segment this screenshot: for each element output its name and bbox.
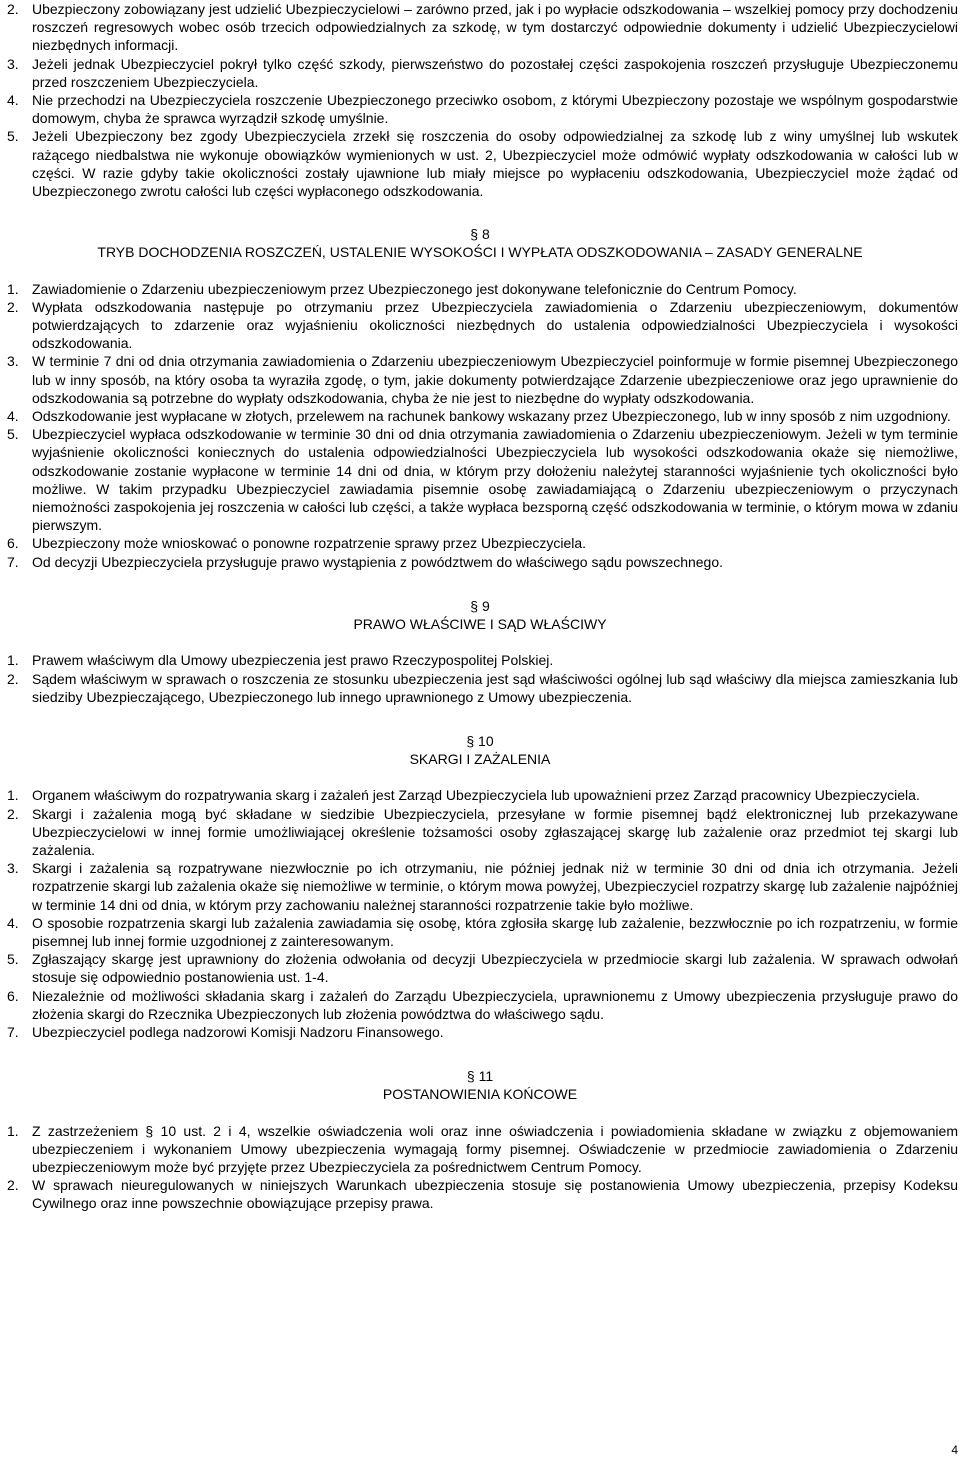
item-number: 1. — [7, 1122, 19, 1139]
section-title: TRYB DOCHODZENIA ROSZCZEŃ, USTALENIE WYSOKOŚCI I WYPŁATA ODSZKODOWANIA – ZASADY GENERALNE — [97, 244, 863, 261]
item-number: 2. — [7, 805, 19, 822]
list-item — [0, 280, 960, 298]
item-number: 4. — [7, 914, 19, 931]
list-item — [0, 127, 960, 200]
list-item — [0, 1122, 960, 1177]
item-number: 5. — [7, 951, 19, 968]
item-number: 2. — [7, 1, 19, 17]
item-number: 7. — [7, 1023, 19, 1040]
item-text: Sądem właściwym w sprawach o roszczenia ze stosunku ubezpieczenia jest sąd właściwości ogólnej lub sąd właściwy dla miejsca zamieszkania lub siedziby Ubezpieczającego, Ubezpieczonego lub innego uprawnionego z Umowy ubezpieczenia. — [32, 670, 958, 705]
list-item — [0, 950, 960, 986]
item-text: Ubezpieczony może wnioskować o ponowne rozpatrzenie sprawy przez Ubezpieczyciela. — [32, 535, 587, 552]
item-text: Z zastrzeżeniem § 10 ust. 2 i 4, wszelkie oświadczenia woli oraz inne oświadczenia i powiadomienia składane w związku z objemowaniem ubezpieczeniem i wykonaniem Umowy ubezpieczenia wymagają formy pisemnej. Oświadczenie w przedmiocie zawiadomienia o Zdarzeniu ubezpieczeniowym może być przyjęte przez Ubezpieczyciela za pośrednictwem Centrum Pomocy. — [32, 1122, 958, 1175]
item-text: Jeżeli jednak Ubezpieczyciel pokrył tylko część szkody, pierwszeństwo do pozostałej części zaspokojenia roszczeń przysługuje Ubezpieczonemu przed roszczeniem Ubezpieczyciela. — [32, 55, 958, 90]
section-8 — [0, 200, 960, 571]
list-item — [0, 1176, 960, 1212]
item-text: Ubezpieczyciel podlega nadzorowi Komisji Nadzoru Finansowego. — [32, 1023, 444, 1040]
page-number: 4 — [951, 1443, 958, 1457]
item-text: Odszkodowanie jest wypłacane w złotych, przelewem na rachunek bankowy wskazany przez Ubezpieczonego, lub w inny sposób z nim uzgodniony. — [32, 408, 951, 425]
item-text: Prawem właściwym dla Umowy ubezpieczenia jest prawo Rzeczypospolitej Polskiej. — [32, 652, 554, 669]
section-11-list — [0, 1122, 960, 1213]
item-number: 3. — [7, 55, 19, 72]
item-number: 3. — [7, 353, 19, 370]
list-item — [0, 786, 960, 804]
item-number: 4. — [7, 408, 19, 425]
section-heading: § 10 — [466, 732, 494, 749]
list-item — [0, 0, 960, 55]
item-text: Skargi i zażalenia mogą być składane w siedzibie Ubezpieczyciela, przesyłane w formie pisemnej bądź elektronicznej lub przekazywane Ubezpieczycielowi w innej formie umożliwiającej określenie tożsamości osoby zgłaszającej skargę lub zażalenie oraz przedmiot tej skargi lub zażalenia. — [32, 805, 958, 858]
list-item — [0, 55, 960, 91]
list-item — [0, 914, 960, 950]
list-item — [0, 1023, 960, 1041]
section-10 — [0, 706, 960, 1041]
item-text: Niezależnie od możliwości składania skarg i zażaleń do Zarządu Ubezpieczyciela, uprawnionemu z Umowy ubezpieczenia przysługuje prawo do złożenia skargi do Rzecznika Ubezpieczonych lub złożenia powództwa do właściwego sądu. — [32, 987, 958, 1022]
list-item — [0, 651, 960, 669]
item-text: Organem właściwym do rozpatrywania skarg i zażaleń jest Zarząd Ubezpieczyciela lub upoważnieni przez Zarząd pracownicy Ubezpieczyciela. — [32, 787, 920, 804]
section-9-list — [0, 651, 960, 706]
section-heading: § 11 — [466, 1068, 494, 1085]
section-8-list — [0, 280, 960, 571]
section-7-list — [0, 0, 960, 200]
item-text: Jeżeli Ubezpieczony bez zgody Ubezpieczyciela zrzekł się roszczenia do osoby odpowiedzialnej za szkodę lub z winy umyślnej lub wskutek rażącego niedbalstwa nie wykonuje obowiązków wymienionych w ust. 2, Ubezpieczyciel może odmówić wypłaty odszkodowania w całości lub w części. W razie gdyby takie okoliczności zostały ujawnione lub miały miejsce po wypłaceniu odszkodowania, Ubezpieczyciel może żądać od Ubezpieczonego zwrotu całości lub części wypłaconego odszkodowania. — [32, 128, 958, 200]
item-text: Od decyzji Ubezpieczyciela przysługuje prawo wystąpienia z powództwem do właściwego sądu powszechnego. — [32, 553, 724, 570]
list-item — [0, 534, 960, 552]
section-9 — [0, 571, 960, 706]
section-11 — [0, 1041, 960, 1212]
item-text: Nie przechodzi na Ubezpieczyciela roszczenie Ubezpieczonego przeciwko osobom, z którymi Ubezpieczony pozostaje we wspólnym gospodarstwie domowym, chyba że sprawca wyrządził szkodę umyślnie. — [32, 92, 958, 127]
section-7-continued — [0, 0, 960, 200]
item-number: 2. — [7, 1177, 19, 1194]
item-number: 1. — [7, 652, 19, 669]
item-number: 2. — [7, 298, 19, 315]
item-text: Ubezpieczyciel wypłaca odszkodowanie w terminie 30 dni od dnia otrzymania zawiadomienia o Zdarzeniu ubezpieczeniowym. Jeżeli w tym terminie wyjaśnienie okoliczności koniecznych do ustalenia odpowiedzialności Ubezpieczyciela lub wysokości odszkodowania okaże się niemożliwe, odszkodowanie zostanie wypłacone w terminie 14 dni od dnia, w którym przy dołożeniu należytej staranności wyjaśnienie tych okoliczności było możliwe. W takim przypadku Ubezpieczyciel zawiadamia pisemnie osobę zawiadamiającą o Zdarzeniu ubezpieczeniowym o przyczynach niemożności zaspokojenia jej roszczenia w całości lub części, a także wypłaca bezsporną część odszkodowania w terminie, o którym mowa w zdaniu pierwszym. — [32, 426, 958, 534]
section-title: POSTANOWIENIA KOŃCOWE — [382, 1086, 578, 1103]
section-heading: § 9 — [470, 597, 490, 614]
section-title: PRAWO WŁAŚCIWE I SĄD WŁAŚCIWY — [353, 616, 607, 633]
item-number: 1. — [7, 280, 19, 297]
item-text: Wypłata odszkodowania następuje po otrzymaniu przez Ubezpieczyciela zawiadomienia o Zdarzeniu ubezpieczeniowym, dokumentów potwierdzających to zdarzenie oraz wyjaśnieniu okoliczności niezbędnych do ustalenia odpowiedzialności Ubezpieczyciela i wysokości odszkodowania. — [32, 298, 958, 352]
item-number: 1. — [7, 787, 19, 804]
item-number: 3. — [7, 860, 19, 877]
list-item — [0, 298, 960, 353]
section-heading: § 8 — [470, 226, 490, 243]
list-item — [0, 425, 960, 534]
list-item — [0, 670, 960, 706]
item-text: W sprawach nieuregulowanych w niniejszych Warunkach ubezpieczenia stosuje się postanowienia Umowy ubezpieczenia, przepisy Kodeksu Cywilnego oraz inne powszechnie obowiązujące przepisy prawa. — [32, 1177, 958, 1212]
item-text: Ubezpieczony zobowiązany jest udzielić Ubezpieczycielowi – zarówno przed, jak i po wypłacie odszkodowania – wszelkiej pomocy przy dochodzeniu roszczeń regresowych wobec osób trzecich odpowiedzialnych za szkodę, w tym dostarczyć odpowiednie dokumenty i udzielić Ubezpieczycielowi niezbędnych informacji. — [32, 1, 958, 54]
item-text: O sposobie rozpatrzenia skargi lub zażalenia zawiadamia się osobę, która zgłosiła skargę lub zażalenie, bezzwłocznie po ich rozpatrzeniu, w formie pisemnej lub innej formie uzgodnionej z zainteresowanym. — [32, 914, 958, 949]
item-text: W terminie 7 dni od dnia otrzymania zawiadomienia o Zdarzeniu ubezpieczeniowym Ubezpieczyciel poinformuje w formie pisemnej Ubezpieczonego lub w inny sposób, na który osoba ta wyraziła zgodę, o tym, jakie dokumenty potwierdzające Zdarzenie ubezpieczeniowe oraz jego uprawnienie do odszkodowania są potrzebne do wypłaty odszkodowania, chyba że nie jest to niezbędne do wypłaty odszkodowania. — [32, 353, 958, 406]
item-number: 6. — [7, 535, 19, 552]
list-item — [0, 91, 960, 127]
section-10-list — [0, 786, 960, 1041]
item-number: 2. — [7, 670, 19, 687]
item-text: Skargi i zażalenia są rozpatrywane niezwłocznie po ich otrzymaniu, nie później jednak niż w terminie 30 dni od dnia ich otrzymania. Jeżeli rozpatrzenie skargi lub zażalenia okaże się niemożliwe w terminie, o którym mowa powyżej, Ubezpieczyciel rozpatrzy skargę lub zażalenie najpóźniej w terminie 14 dni od dnia, w którym przy zachowaniu należnej staranności rozpatrzenie takie było możliwe. — [32, 860, 958, 913]
list-item — [0, 553, 960, 571]
section-title: SKARGI I ZAŻALENIA — [409, 751, 551, 768]
item-text: Zawiadomienie o Zdarzeniu ubezpieczeniowym przez Ubezpieczonego jest dokonywane telefonicznie do Centrum Pomocy. — [32, 280, 797, 297]
item-number: 6. — [7, 987, 19, 1004]
item-number: 4. — [7, 92, 19, 109]
item-number: 7. — [7, 553, 19, 570]
list-item — [0, 352, 960, 407]
list-item — [0, 407, 960, 425]
list-item — [0, 805, 960, 860]
item-number: 5. — [7, 128, 19, 145]
item-text: Zgłaszający skargę jest uprawniony do złożenia odwołania od decyzji Ubezpieczyciela w przedmiocie skargi lub zażalenia. W sprawach odwołań stosuje się odpowiednio postanowienia ust. 1-4. — [32, 951, 958, 986]
item-number: 5. — [7, 426, 19, 443]
list-item — [0, 987, 960, 1023]
list-item — [0, 859, 960, 914]
